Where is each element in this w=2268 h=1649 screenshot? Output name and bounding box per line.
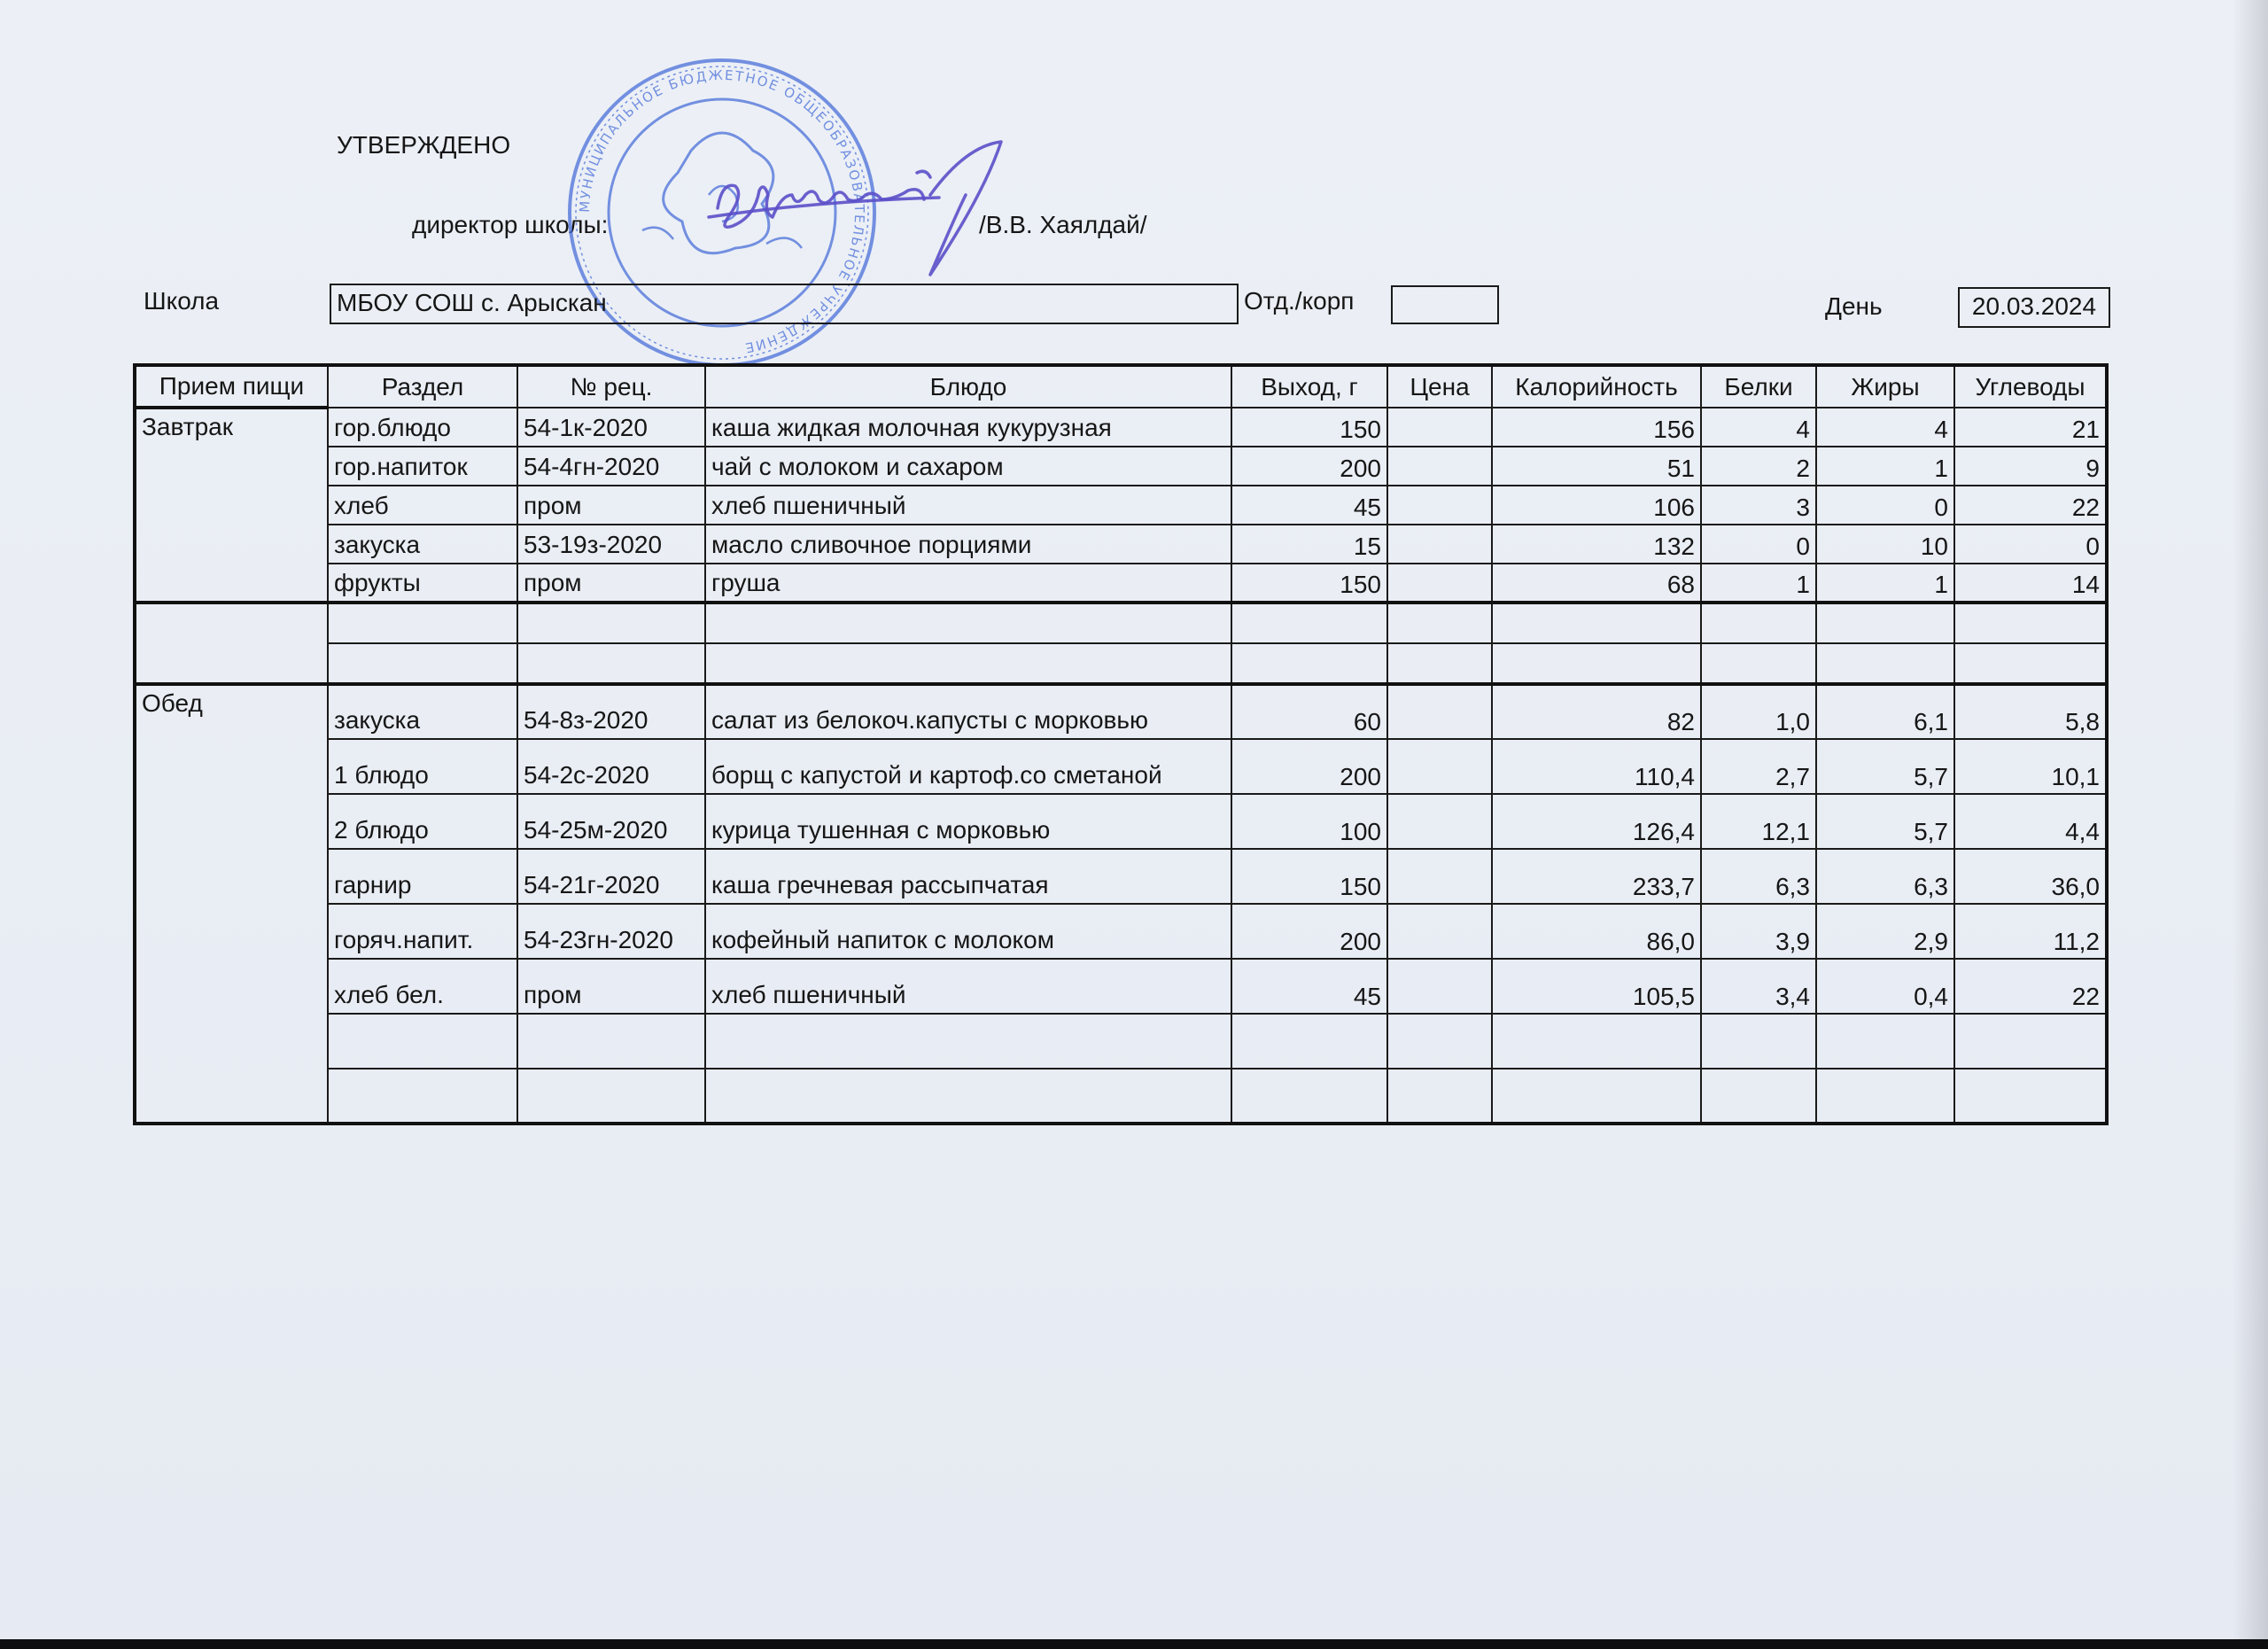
empty-cell <box>1231 643 1387 684</box>
empty-cell <box>1954 1069 2107 1124</box>
cell-kcal: 68 <box>1492 564 1701 603</box>
cell-section: хлеб <box>328 486 517 525</box>
table-header-row <box>135 365 2107 408</box>
cell-fat: 4 <box>1816 408 1954 447</box>
cell-yield: 45 <box>1231 486 1387 525</box>
cell-yield: 200 <box>1231 904 1387 959</box>
cell-section: 1 блюдо <box>328 739 517 794</box>
col-dish: Блюдо <box>705 365 1231 408</box>
meal-breakfast: Завтрак <box>135 408 328 603</box>
empty-cell <box>1231 603 1387 643</box>
cell-section: закуска <box>328 525 517 564</box>
empty-cell <box>1954 1014 2107 1069</box>
menu-table <box>133 363 2109 1125</box>
cell-section: горяч.напит. <box>328 904 517 959</box>
school-field: МБОУ СОШ с. Арыскан <box>330 284 1239 324</box>
cell-yield: 150 <box>1231 849 1387 904</box>
cell-dish: борщ с капустой и картоф.со сметаной <box>705 739 1231 794</box>
table-row <box>135 739 2107 794</box>
cell-yield: 150 <box>1231 408 1387 447</box>
cell-fat: 10 <box>1816 525 1954 564</box>
col-protein: Белки <box>1701 365 1816 408</box>
empty-cell <box>1701 603 1816 643</box>
empty-cell <box>1701 1014 1816 1069</box>
empty-cell <box>328 603 517 643</box>
empty-cell <box>1387 1014 1492 1069</box>
cell-dish: салат из белокоч.капусты с морковью <box>705 684 1231 739</box>
dept-field <box>1391 285 1499 324</box>
empty-cell <box>1701 643 1816 684</box>
cell-kcal: 86,0 <box>1492 904 1701 959</box>
cell-fat: 1 <box>1816 564 1954 603</box>
cell-kcal: 126,4 <box>1492 794 1701 849</box>
cell-recipe: 54-21г-2020 <box>517 849 705 904</box>
cell-protein: 3,9 <box>1701 904 1816 959</box>
empty-cell <box>1816 1014 1954 1069</box>
empty-cell <box>1954 643 2107 684</box>
cell-section: гор.блюдо <box>328 408 517 447</box>
table-row <box>135 447 2107 486</box>
col-price: Цена <box>1387 365 1492 408</box>
empty-cell <box>1816 603 1954 643</box>
cell-price <box>1387 904 1492 959</box>
cell-section: закуска <box>328 684 517 739</box>
cell-price <box>1387 739 1492 794</box>
cell-fat: 2,9 <box>1816 904 1954 959</box>
col-yield: Выход, г <box>1231 365 1387 408</box>
col-meal: Прием пищи <box>135 365 328 408</box>
cell-price <box>1387 849 1492 904</box>
empty-cell <box>705 1014 1231 1069</box>
cell-protein: 12,1 <box>1701 794 1816 849</box>
empty-cell <box>705 1069 1231 1124</box>
empty-cell <box>1231 1014 1387 1069</box>
empty-cell <box>1816 1069 1954 1124</box>
scan-shadow <box>2233 0 2268 1639</box>
cell-carbs: 11,2 <box>1954 904 2107 959</box>
empty-cell <box>328 1069 517 1124</box>
empty-cell <box>1492 1014 1701 1069</box>
cell-carbs: 14 <box>1954 564 2107 603</box>
cell-dish: каша жидкая молочная кукурузная <box>705 408 1231 447</box>
empty-cell <box>1492 1069 1701 1124</box>
cell-dish: чай с молоком и сахаром <box>705 447 1231 486</box>
cell-fat: 6,3 <box>1816 849 1954 904</box>
empty-cell <box>1387 603 1492 643</box>
cell-price <box>1387 794 1492 849</box>
cell-kcal: 105,5 <box>1492 959 1701 1014</box>
col-section: Раздел <box>328 365 517 408</box>
cell-protein: 0 <box>1701 525 1816 564</box>
cell-dish: кофейный напиток с молоком <box>705 904 1231 959</box>
table-row <box>135 684 2107 739</box>
cell-carbs: 22 <box>1954 959 2107 1014</box>
cell-price <box>1387 525 1492 564</box>
table-row <box>135 904 2107 959</box>
col-carbs: Углеводы <box>1954 365 2107 408</box>
cell-dish: хлеб пшеничный <box>705 959 1231 1014</box>
empty-row <box>135 643 2107 684</box>
empty-meal-cell <box>135 603 328 684</box>
cell-yield: 60 <box>1231 684 1387 739</box>
cell-yield: 200 <box>1231 447 1387 486</box>
cell-fat: 0,4 <box>1816 959 1954 1014</box>
empty-cell <box>328 1014 517 1069</box>
cell-recipe: 54-2с-2020 <box>517 739 705 794</box>
cell-fat: 1 <box>1816 447 1954 486</box>
cell-carbs: 21 <box>1954 408 2107 447</box>
cell-recipe: 54-8з-2020 <box>517 684 705 739</box>
cell-price <box>1387 447 1492 486</box>
cell-yield: 150 <box>1231 564 1387 603</box>
cell-carbs: 4,4 <box>1954 794 2107 849</box>
table-row <box>135 564 2107 603</box>
table-row <box>135 525 2107 564</box>
cell-protein: 4 <box>1701 408 1816 447</box>
cell-recipe: пром <box>517 564 705 603</box>
table-row <box>135 408 2107 447</box>
cell-dish: хлеб пшеничный <box>705 486 1231 525</box>
table-row <box>135 849 2107 904</box>
day-label: День <box>1825 292 1883 320</box>
cell-dish: масло сливочное порциями <box>705 525 1231 564</box>
cell-protein: 3,4 <box>1701 959 1816 1014</box>
table-row <box>135 959 2107 1014</box>
cell-recipe: 54-1к-2020 <box>517 408 705 447</box>
empty-cell <box>517 603 705 643</box>
cell-section: фрукты <box>328 564 517 603</box>
cell-price <box>1387 486 1492 525</box>
empty-cell <box>1492 603 1701 643</box>
cell-carbs: 36,0 <box>1954 849 2107 904</box>
empty-cell <box>517 643 705 684</box>
cell-yield: 200 <box>1231 739 1387 794</box>
cell-dish: каша гречневая рассыпчатая <box>705 849 1231 904</box>
empty-cell <box>1387 643 1492 684</box>
cell-price <box>1387 959 1492 1014</box>
day-field: 20.03.2024 <box>1958 287 2110 328</box>
cell-protein: 1,0 <box>1701 684 1816 739</box>
cell-section: 2 блюдо <box>328 794 517 849</box>
cell-kcal: 156 <box>1492 408 1701 447</box>
cell-kcal: 110,4 <box>1492 739 1701 794</box>
cell-fat: 0 <box>1816 486 1954 525</box>
meal-lunch: Обед <box>135 684 328 1124</box>
cell-kcal: 233,7 <box>1492 849 1701 904</box>
cell-recipe: 54-4гн-2020 <box>517 447 705 486</box>
empty-cell <box>1387 1069 1492 1124</box>
approved-label: УТВЕРЖДЕНО <box>337 131 511 159</box>
empty-cell <box>1231 1069 1387 1124</box>
cell-fat: 5,7 <box>1816 794 1954 849</box>
cell-recipe: пром <box>517 486 705 525</box>
empty-cell <box>517 1069 705 1124</box>
cell-kcal: 106 <box>1492 486 1701 525</box>
col-kcal: Калорийность <box>1492 365 1701 408</box>
table-row <box>135 794 2107 849</box>
cell-protein: 2,7 <box>1701 739 1816 794</box>
empty-cell <box>1492 643 1701 684</box>
cell-carbs: 10,1 <box>1954 739 2107 794</box>
scan-bottom-edge <box>0 1639 2268 1649</box>
col-fat: Жиры <box>1816 365 1954 408</box>
cell-protein: 6,3 <box>1701 849 1816 904</box>
empty-row <box>135 1069 2107 1124</box>
cell-carbs: 5,8 <box>1954 684 2107 739</box>
cell-protein: 1 <box>1701 564 1816 603</box>
cell-fat: 6,1 <box>1816 684 1954 739</box>
empty-cell <box>517 1014 705 1069</box>
director-signature <box>700 133 1054 284</box>
cell-recipe: пром <box>517 959 705 1014</box>
cell-carbs: 22 <box>1954 486 2107 525</box>
table-row <box>135 486 2107 525</box>
cell-kcal: 82 <box>1492 684 1701 739</box>
cell-recipe: 54-25м-2020 <box>517 794 705 849</box>
cell-dish: груша <box>705 564 1231 603</box>
empty-cell <box>705 643 1231 684</box>
cell-kcal: 132 <box>1492 525 1701 564</box>
empty-cell <box>705 603 1231 643</box>
school-label: Школа <box>144 287 220 315</box>
dept-label: Отд./корп <box>1244 287 1355 315</box>
cell-protein: 2 <box>1701 447 1816 486</box>
cell-yield: 45 <box>1231 959 1387 1014</box>
cell-protein: 3 <box>1701 486 1816 525</box>
cell-yield: 100 <box>1231 794 1387 849</box>
empty-row <box>135 1014 2107 1069</box>
cell-section: гарнир <box>328 849 517 904</box>
cell-price <box>1387 684 1492 739</box>
empty-row <box>135 603 2107 643</box>
col-recipe: № рец. <box>517 365 705 408</box>
cell-yield: 15 <box>1231 525 1387 564</box>
cell-section: гор.напиток <box>328 447 517 486</box>
director-name: /В.В. Хаялдай/ <box>979 211 1147 238</box>
cell-recipe: 53-19з-2020 <box>517 525 705 564</box>
cell-fat: 5,7 <box>1816 739 1954 794</box>
cell-price <box>1387 564 1492 603</box>
stamp-ring-text: МУНИЦИПАЛЬНОЕ БЮДЖЕТНОЕ ОБЩЕОБРАЗОВАТЕЛЬНОЕ УЧРЕЖДЕНИЕ <box>576 66 868 356</box>
cell-price <box>1387 408 1492 447</box>
cell-dish: курица тушенная с морковью <box>705 794 1231 849</box>
cell-carbs: 0 <box>1954 525 2107 564</box>
cell-section: хлеб бел. <box>328 959 517 1014</box>
cell-carbs: 9 <box>1954 447 2107 486</box>
empty-cell <box>328 643 517 684</box>
empty-cell <box>1954 603 2107 643</box>
cell-recipe: 54-23гн-2020 <box>517 904 705 959</box>
empty-cell <box>1701 1069 1816 1124</box>
empty-cell <box>1816 643 1954 684</box>
cell-kcal: 51 <box>1492 447 1701 486</box>
director-label: директор школы: <box>412 211 609 238</box>
